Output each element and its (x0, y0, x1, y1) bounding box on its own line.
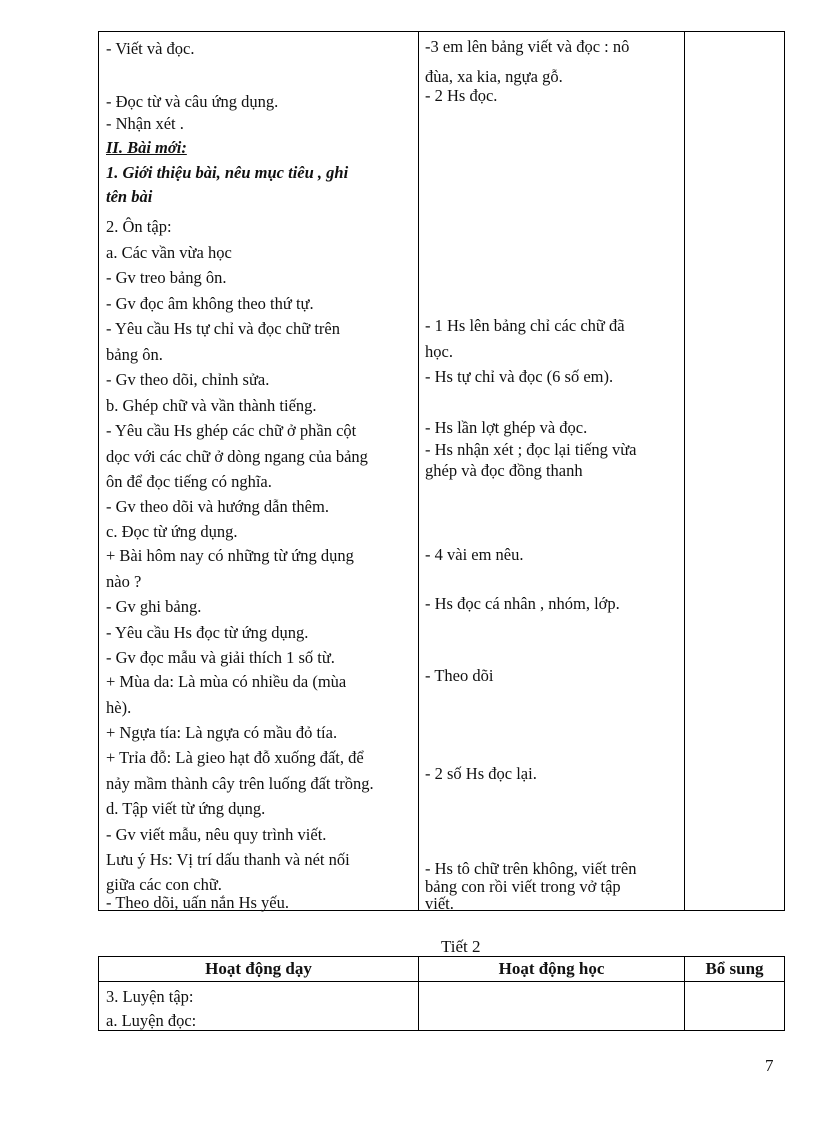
learn-line: - 2 Hs đọc. (425, 86, 498, 105)
learn-line: - 1 Hs lên bảng chỉ các chữ đã (425, 316, 625, 335)
learn-line: - Hs tự chỉ và đọc (6 số em). (425, 367, 614, 386)
header-row (99, 957, 785, 982)
teach-line: - Nhận xét . (106, 114, 184, 133)
teach-line: - Gv theo dõi và hướng dẫn thêm. (106, 497, 329, 516)
notes-cell (685, 32, 785, 911)
table-row (99, 32, 785, 911)
teach-line: + Bài hôm nay có những từ ứng dụng (106, 546, 354, 565)
teaching-activity-cell (99, 982, 419, 1031)
teach-line: - Viết và đọc. (106, 39, 195, 58)
teach-line: + Mùa da: Là mùa có nhiều da (mùa (106, 672, 347, 691)
learn-line: đùa, xa kia, ngựa gỗ. (425, 67, 563, 86)
table-row (99, 982, 785, 1031)
teach-line: b. Ghép chữ và vần thành tiếng. (106, 396, 317, 415)
teach-line: - Gv viết mẫu, nêu quy trình viết. (106, 825, 327, 844)
teach-line: - Yêu cầu Hs ghép các chữ ở phần cột (106, 421, 357, 440)
learn-line: ghép và đọc đồng thanh (425, 461, 583, 480)
teach-line: dọc với các chữ ở dòng ngang của bảng (106, 447, 368, 466)
learn-line: học. (425, 342, 453, 361)
teach-line: bảng ôn. (106, 345, 163, 364)
learn-line: - 2 số Hs đọc lại. (425, 764, 537, 783)
column-header-notes: Bổ sung (685, 957, 785, 982)
teach-line: - Đọc từ và câu ứng dụng. (106, 92, 279, 111)
teaching-activity-cell (99, 32, 419, 911)
teach-line: + Ngựa tía: Là ngựa có mầu đỏ tía. (106, 723, 338, 742)
teach-line: hè). (106, 698, 132, 717)
learn-line: bảng con rồi viết trong vở tập (425, 877, 621, 896)
learn-line: - Theo dõi (425, 666, 494, 685)
lesson-table (98, 31, 785, 911)
teach-line: giữa các con chữ. (106, 875, 222, 894)
column-header-teaching: Hoạt động dạy (99, 957, 419, 982)
learn-line: - 4 vài em nêu. (425, 545, 524, 564)
teach-line: - Gv treo bảng ôn. (106, 268, 227, 287)
section-heading: II. Bài mới: (106, 138, 187, 157)
column-header-learning: Hoạt động học (419, 957, 685, 982)
teach-line: tên bài (106, 187, 153, 206)
teach-line: nào ? (106, 572, 142, 591)
teach-line: a. Các vần vừa học (106, 243, 232, 262)
teach-line: - Yêu cầu Hs đọc từ ứng dụng. (106, 623, 309, 642)
learn-line: viết. (425, 894, 454, 913)
teach-line: 2. Ôn tập: (106, 217, 172, 236)
lesson-table-tiet2 (98, 956, 785, 1031)
learning-activity-cell (419, 982, 685, 1031)
teach-line: 3. Luyện tập: (106, 987, 194, 1006)
learn-line: - Hs lần lợt ghép và đọc. (425, 418, 588, 437)
teach-line: c. Đọc từ ứng dụng. (106, 522, 238, 541)
page-number: 7 (765, 1056, 774, 1075)
learning-activity-cell (419, 32, 685, 911)
learn-line: - Hs tô chữ trên không, viết trên (425, 859, 637, 878)
teach-line: 1. Giới thiệu bài, nêu mục tiêu , ghi (106, 163, 349, 182)
teach-line: ôn để đọc tiếng có nghĩa. (106, 472, 272, 491)
learn-line: - Hs nhận xét ; đọc lại tiếng vừa (425, 440, 637, 459)
teach-line: - Yêu cầu Hs tự chỉ và đọc chữ trên (106, 319, 340, 338)
teach-line: d. Tập viết từ ứng dụng. (106, 799, 266, 818)
teach-line: - Gv theo dõi, chỉnh sửa. (106, 370, 270, 389)
teach-line: - Gv đọc âm không theo thứ tự. (106, 294, 314, 313)
teach-line: - Gv ghi bảng. (106, 597, 202, 616)
teach-line: + Trỉa đỗ: Là gieo hạt đỗ xuống đất, để (106, 748, 364, 767)
teach-line: nảy mầm thành cây trên luống đất trồng. (106, 774, 374, 793)
learn-line: - Hs đọc cá nhân , nhóm, lớp. (425, 594, 620, 613)
teach-line: a. Luyện đọc: (106, 1011, 197, 1030)
teach-line: Lưu ý Hs: Vị trí dấu thanh và nét nối (106, 850, 350, 869)
teach-line: - Gv đọc mẫu và giải thích 1 số từ. (106, 648, 335, 667)
teach-line: - Theo dõi, uấn nắn Hs yếu. (106, 893, 289, 912)
section-title: Tiết 2 (441, 937, 481, 956)
learn-line: -3 em lên bảng viết và đọc : nô (425, 37, 630, 56)
notes-cell (685, 982, 785, 1031)
